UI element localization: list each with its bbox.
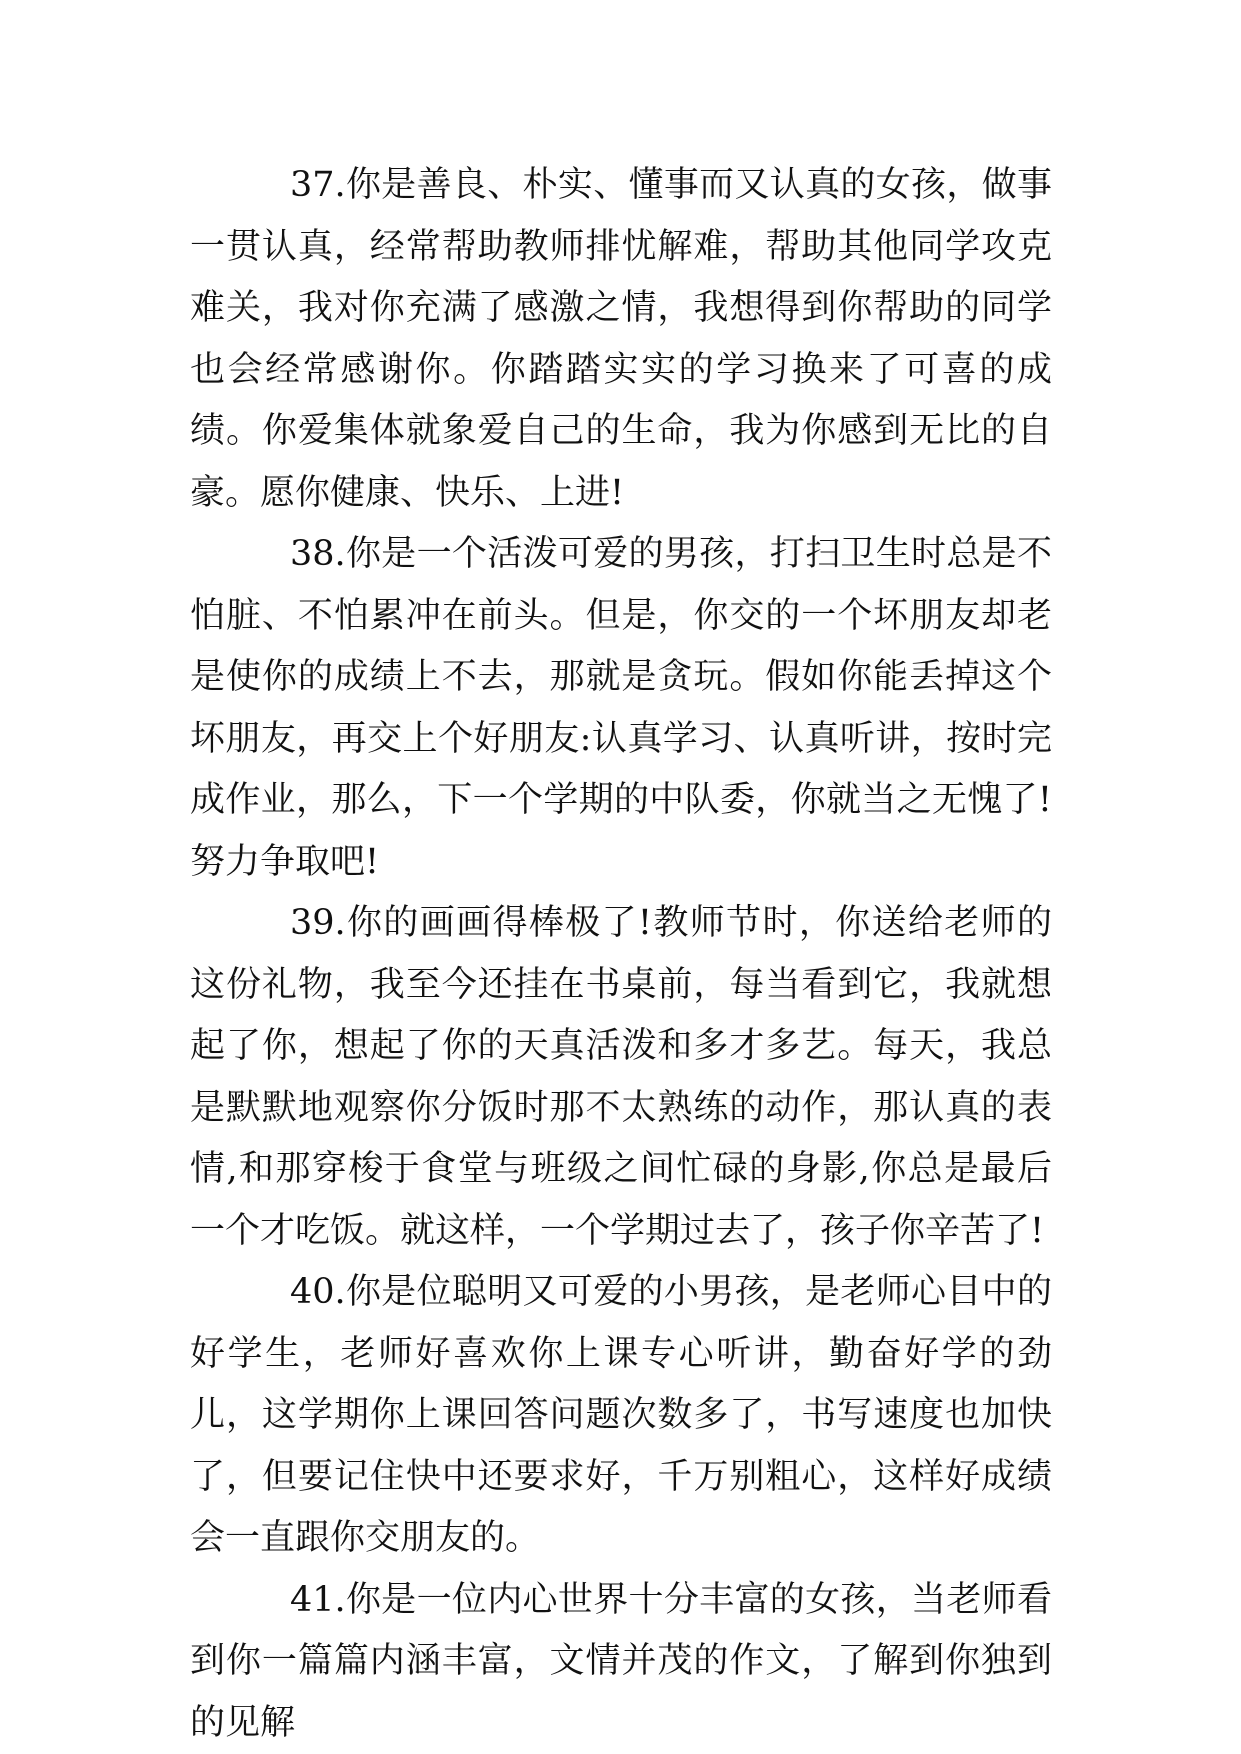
paragraph-38: 38.你是一个活泼可爱的男孩，打扫卫生时总是不怕脏、不怕累冲在前头。但是，你交的一个坏朋友却老是使你的成绩上不去，那就是贪玩。假如你能丢掉这个坏朋友，再交上个好朋友:认真学习、认真听讲，按时完成作业，那么，下一个学期的中队委，你就当之无愧了!努力争取吧! xyxy=(190,534,1052,882)
paragraph-37: 37.你是善良、朴实、懂事而又认真的女孩，做事一贯认真，经常帮助教师排忧解难，帮助其他同学攻克难关，我对你充满了感激之情，我想得到你帮助的同学也会经常感谢你。你踏踏实实的学习换来了可喜的成绩。你爱集体就象爱自己的生命，我为你感到无比的自豪。愿你健康、快乐、上进! xyxy=(190,165,1052,513)
document-body xyxy=(190,155,1052,1754)
paragraph-41: 41.你是一位内心世界十分丰富的女孩，当老师看到你一篇篇内涵丰富，文情并茂的作文，了解到你独到的见解 xyxy=(190,1579,1052,1743)
paragraph-40: 40.你是位聪明又可爱的小男孩，是老师心目中的好学生，老师好喜欢你上课专心听讲，勤奋好学的劲儿，这学期你上课回答问题次数多了，书写速度也加快了，但要记住快中还要求好，千万别粗心，这样好成绩会一直跟你交朋友的。 xyxy=(190,1272,1052,1558)
paragraph-39: 39.你的画画得棒极了!教师节时，你送给老师的这份礼物，我至今还挂在书桌前，每当看到它，我就想起了你，想起了你的天真活泼和多才多艺。每天，我总是默默地观察你分饭时那不太熟练的动作，那认真的表情,和那穿梭于食堂与班级之间忙碌的身影,你总是最后一个才吃饭。就这样，一个学期过去了，孩子你辛苦了! xyxy=(190,903,1052,1251)
